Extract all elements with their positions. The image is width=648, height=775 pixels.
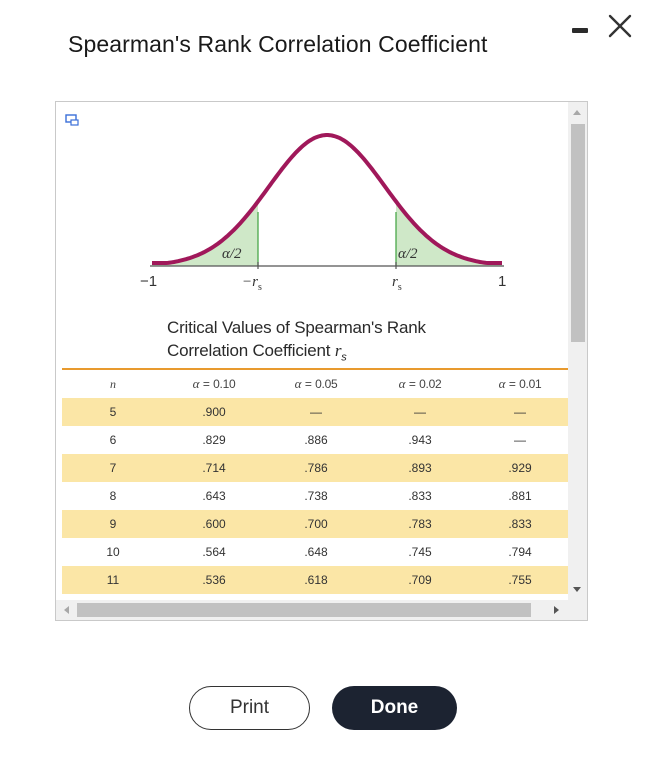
- cell-value: .893: [368, 454, 472, 482]
- cell-n: 5: [62, 398, 164, 426]
- cell-value: .829: [202, 433, 226, 447]
- scroll-right-icon[interactable]: [554, 606, 559, 614]
- header-alpha-005: α = 0.05: [294, 376, 338, 391]
- cell-value: .643: [202, 489, 226, 503]
- left-tail-region: [152, 201, 258, 266]
- scroll-left-icon[interactable]: [64, 606, 69, 614]
- viewer-content: [56, 102, 568, 600]
- cell-value: .745: [408, 545, 432, 559]
- cell-value: .833: [472, 510, 568, 538]
- cell-value: .886: [304, 433, 328, 447]
- cell-value: .648: [304, 545, 328, 559]
- table-row: [62, 426, 568, 454]
- print-button[interactable]: Print: [189, 686, 310, 730]
- done-button[interactable]: Done: [332, 686, 457, 730]
- header-alpha-010: α = 0.10: [192, 376, 236, 391]
- header-alpha-002: α = 0.02: [398, 376, 442, 391]
- cell-value: .755: [472, 566, 568, 594]
- cell-n: 6: [109, 433, 117, 447]
- horizontal-scrollbar[interactable]: [56, 600, 568, 620]
- cell-value: .618: [264, 566, 368, 594]
- cell-value: .564: [202, 545, 226, 559]
- caption-line-2: Correlation Coefficient $r_s$: [167, 341, 347, 364]
- cell-value: —: [472, 398, 568, 426]
- table-caption: [167, 316, 426, 369]
- cell-value: .833: [408, 489, 432, 503]
- cell-value: —: [514, 433, 526, 447]
- axis-label-neg-rs: $-r_s$: [242, 274, 262, 293]
- table-row: [62, 482, 568, 510]
- dialog-title: Spearman's Rank Correlation Coefficient: [68, 31, 488, 57]
- table-row: [62, 538, 568, 566]
- cell-value: —: [368, 398, 472, 426]
- header-alpha-001: α = 0.01: [498, 376, 542, 391]
- cell-value: .700: [264, 510, 368, 538]
- axis-label-one: 1: [498, 273, 507, 290]
- vertical-scrollbar[interactable]: [568, 102, 588, 600]
- left-tail-label: α/2: [222, 246, 242, 262]
- image-viewer: [55, 101, 588, 621]
- cell-value: .786: [264, 454, 368, 482]
- cell-n: 9: [62, 510, 164, 538]
- table-row: [62, 510, 568, 538]
- cell-value: .794: [508, 545, 532, 559]
- axis-label-rs: $r_s$: [392, 274, 402, 293]
- cell-value: .714: [164, 454, 264, 482]
- cell-n: 8: [109, 489, 117, 503]
- minimize-icon[interactable]: [572, 28, 588, 33]
- vertical-scroll-thumb[interactable]: [571, 124, 585, 342]
- scroll-up-icon[interactable]: [573, 110, 581, 115]
- header-n: n: [110, 376, 116, 391]
- cell-value: .881: [508, 489, 532, 503]
- cell-n: 10: [106, 545, 120, 559]
- caption-line-1: Critical Values of Spearman's Rank: [167, 318, 426, 337]
- cell-value: .738: [304, 489, 328, 503]
- close-icon[interactable]: [607, 13, 633, 39]
- cell-n: 7: [62, 454, 164, 482]
- cell-value: .536: [164, 566, 264, 594]
- cell-value: .929: [472, 454, 568, 482]
- cell-value: .943: [408, 433, 432, 447]
- critical-values-table: [62, 370, 568, 594]
- table-row: [62, 398, 568, 426]
- cell-value: .709: [368, 566, 472, 594]
- table-row: [62, 454, 568, 482]
- scrollbar-corner: [568, 600, 588, 620]
- right-tail-label: α/2: [398, 246, 418, 262]
- cell-value: .600: [164, 510, 264, 538]
- bell-curve: [152, 135, 502, 263]
- cell-value: .783: [368, 510, 472, 538]
- axis-label-minus-one: −1: [140, 273, 158, 290]
- scroll-down-icon[interactable]: [573, 587, 581, 592]
- horizontal-scroll-thumb[interactable]: [77, 603, 531, 617]
- cell-value: .900: [164, 398, 264, 426]
- cell-n: 11: [62, 566, 164, 594]
- table-header-row: [62, 370, 568, 398]
- normal-distribution-figure: [56, 102, 568, 312]
- cell-value: —: [264, 398, 368, 426]
- table-row: [62, 566, 568, 594]
